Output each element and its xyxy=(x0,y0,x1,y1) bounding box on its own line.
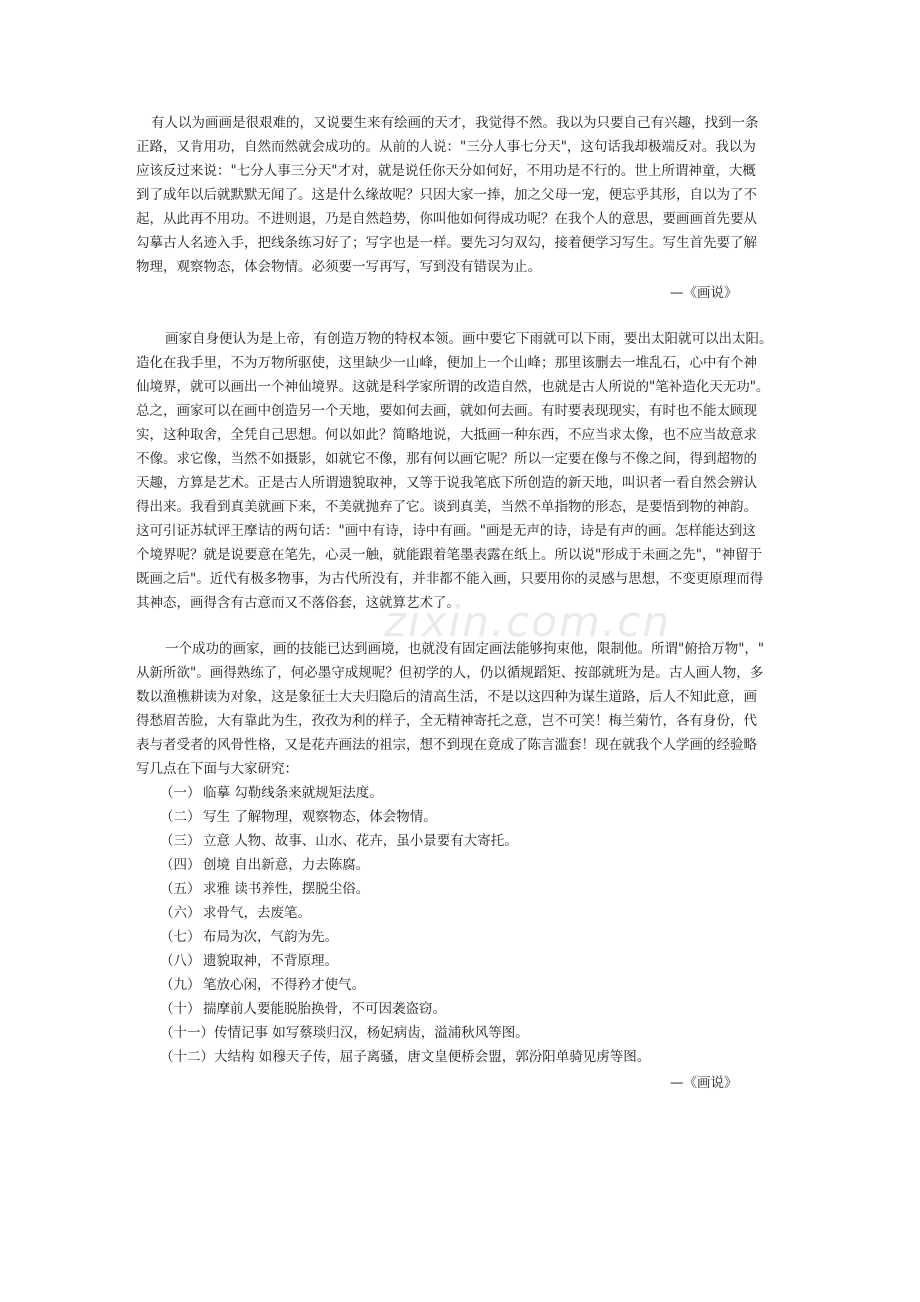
list-item-text: 求雅 读书养性，摆脱尘俗。 xyxy=(203,881,370,897)
list-item xyxy=(160,881,369,897)
list-item-number: （一） xyxy=(160,785,201,801)
text-line: 物理，观察物态，体会物情。必须要一写再写，写到没有错误为止。 xyxy=(136,259,541,275)
list-item xyxy=(160,977,365,993)
list-item xyxy=(160,905,311,921)
list-item-number: （十二） xyxy=(160,1049,214,1065)
text-line: 仙境界，就可以画出一个神仙境界。这就是科学家所谓的改造自然，也就是古人所说的"笔补造化天无功"。 xyxy=(136,379,770,395)
list-item-text: 临摹 勾勒线条来就规矩法度。 xyxy=(203,785,383,801)
list-item xyxy=(160,809,437,825)
list-item xyxy=(160,929,338,945)
list-item-text: 布局为次，气韵为先。 xyxy=(203,929,338,945)
text-line: 个境界呢？就是说要意在笔先，心灵一触，就能跟着笔墨表露在纸上。所以说"形成于未画之先"，"神留于 xyxy=(136,547,763,563)
text-line: 有人以为画画是很艰难的，又说要生来有绘画的天才，我觉得不然。我以为只要自己有兴趣，找到一条 xyxy=(151,115,759,131)
text-line: 正路，又肯用功，自然而然就会成功的。从前的人说："三分人事七分天"，这句话我却极端反对。我以为 xyxy=(136,139,756,155)
text-line: 起，从此再不用功。不进则退，乃是自然趋势，你叫他如何得成功呢？在我个人的意思，要画画首先要从 xyxy=(136,211,757,227)
text-line: 其神态，画得含有古意而又不落俗套，这就算艺术了。 xyxy=(136,595,460,611)
list-item-text: 立意 人物、故事、山水、花卉，虽小景要有大寄托。 xyxy=(203,833,518,849)
text-line: 这可引证苏轼评王摩诘的两句话："画中有诗，诗中有画。"画是无声的诗，诗是有声的画。怎样能达到这 xyxy=(136,523,756,539)
text-line: 表与者受者的风骨性格，又是花卉画法的祖宗，想不到现在竟成了陈言滥套！现在就我个人学画的经验略 xyxy=(136,737,757,753)
list-item xyxy=(160,1025,529,1041)
list-item-text: 大结构 如穆天子传，屈子离骚，唐文皇便桥会盟，郭汾阳单骑见虏等图。 xyxy=(214,1049,651,1065)
text-line: 勾摹古人名迹入手，把线条练习好了；写字也是一样。要先习匀双勾，接着便学习写生。写生首先要了解 xyxy=(136,235,757,251)
list-item-number: （五） xyxy=(160,881,201,897)
list-item xyxy=(160,857,369,873)
list-item-text: 创境 自出新意，力去陈腐。 xyxy=(203,857,370,873)
text-line: 实，这种取舍，全凭自己思想。何以如此？简略地说，大抵画一种东西，不应当求太像，也不应当故意求 xyxy=(136,427,757,443)
list-item-text: 笔放心闲，不得矜才使气。 xyxy=(203,977,365,993)
list-item-number: （四） xyxy=(160,857,201,873)
list-item xyxy=(160,833,518,849)
list-item xyxy=(160,1049,650,1065)
text-line: 应该反过来说："七分人事三分天"才对，就是说任你天分如何好，不用功是不行的。世上所谓神童，大概 xyxy=(136,163,756,179)
list-item-number: （八） xyxy=(160,953,201,969)
text-line: 造化在我手里，不为万物所驱使，这里缺少一山峰，便加上一个山峰；那里该删去一堆乱石，心中有个神 xyxy=(136,355,757,371)
text-line: 写几点在下面与大家研究： xyxy=(136,761,298,777)
list-item xyxy=(160,785,383,801)
source-attribution: —《画说》 xyxy=(670,1075,738,1091)
text-line: 总之，画家可以在画中创造另一个天地，要如何去画，就如何去画。有时要表现现实，有时也不能太顾现 xyxy=(136,403,757,419)
text-line: 从新所欲"。画得熟练了，何必墨守成规呢？但初学的人，仍以循规蹈矩、按部就班为是。古人画人物，多 xyxy=(136,665,764,681)
list-item-text: 求骨气，去废笔。 xyxy=(203,905,311,921)
list-item-number: （二） xyxy=(160,809,201,825)
list-item-number: （十一） xyxy=(160,1025,214,1041)
list-item-number: （七） xyxy=(160,929,201,945)
text-line: 得出来。我看到真美就画下来，不美就抛弃了它。谈到真美，当然不单指物的形态，是要悟到物的神韵。 xyxy=(136,499,757,515)
watermark: zixin.com.cn xyxy=(384,597,671,646)
source-attribution: —《画说》 xyxy=(670,285,738,301)
text-line: 到了成年以后就默默无闻了。这是什么缘故呢？只因大家一捧，加之父母一宠，便忘乎其形，自以为了不 xyxy=(136,187,757,203)
list-item xyxy=(160,953,338,969)
text-line: 画家自身便认为是上帝，有创造万物的特权本领。画中要它下雨就可以下雨，要出太阳就可以出太阳。 xyxy=(165,331,773,347)
list-item-number: （三） xyxy=(160,833,201,849)
list-item-text: 写生 了解物理，观察物态，体会物情。 xyxy=(203,809,437,825)
list-item-number: （九） xyxy=(160,977,201,993)
list-item-text: 遗貌取神，不背原理。 xyxy=(203,953,338,969)
list-item-text: 揣摩前人要能脱胎换骨，不可因袭盗窃。 xyxy=(203,1001,446,1017)
list-item xyxy=(160,1001,446,1017)
text-line: 天趣，方算是艺术。正是古人所谓遗貌取神，又等于说我笔底下所创造的新天地，叫识者一看自然会辨认 xyxy=(136,475,757,491)
list-item-text: 传情记事 如写蔡琰归汉，杨妃病齿，溢浦秋风等图。 xyxy=(214,1025,529,1041)
text-line: 一个成功的画家，画的技能已达到画境，也就没有固定画法能够拘束他，限制他。所谓"俯拾万物"，" xyxy=(165,641,765,657)
text-line: 得愁眉苦脸，大有靠此为生，孜孜为利的样子，全无精神寄托之意，岂不可笑！梅兰菊竹，各有身份，代 xyxy=(136,713,757,729)
list-item-number: （十） xyxy=(160,1001,201,1017)
list-item-number: （六） xyxy=(160,905,201,921)
text-line: 数以渔樵耕读为对象，这是象征士大夫归隐后的清高生活，不是以这四种为谋生道路，后人不知此意，画 xyxy=(136,689,757,705)
text-line: 不像。求它像，当然不如摄影，如就它不像，那有何以画它呢？所以一定要在像与不像之间，得到超物的 xyxy=(136,451,757,467)
text-line: 既画之后"。近代有极多物事，为古代所没有，并非都不能入画，只要用你的灵感与思想，不变更原理而得 xyxy=(136,571,764,587)
